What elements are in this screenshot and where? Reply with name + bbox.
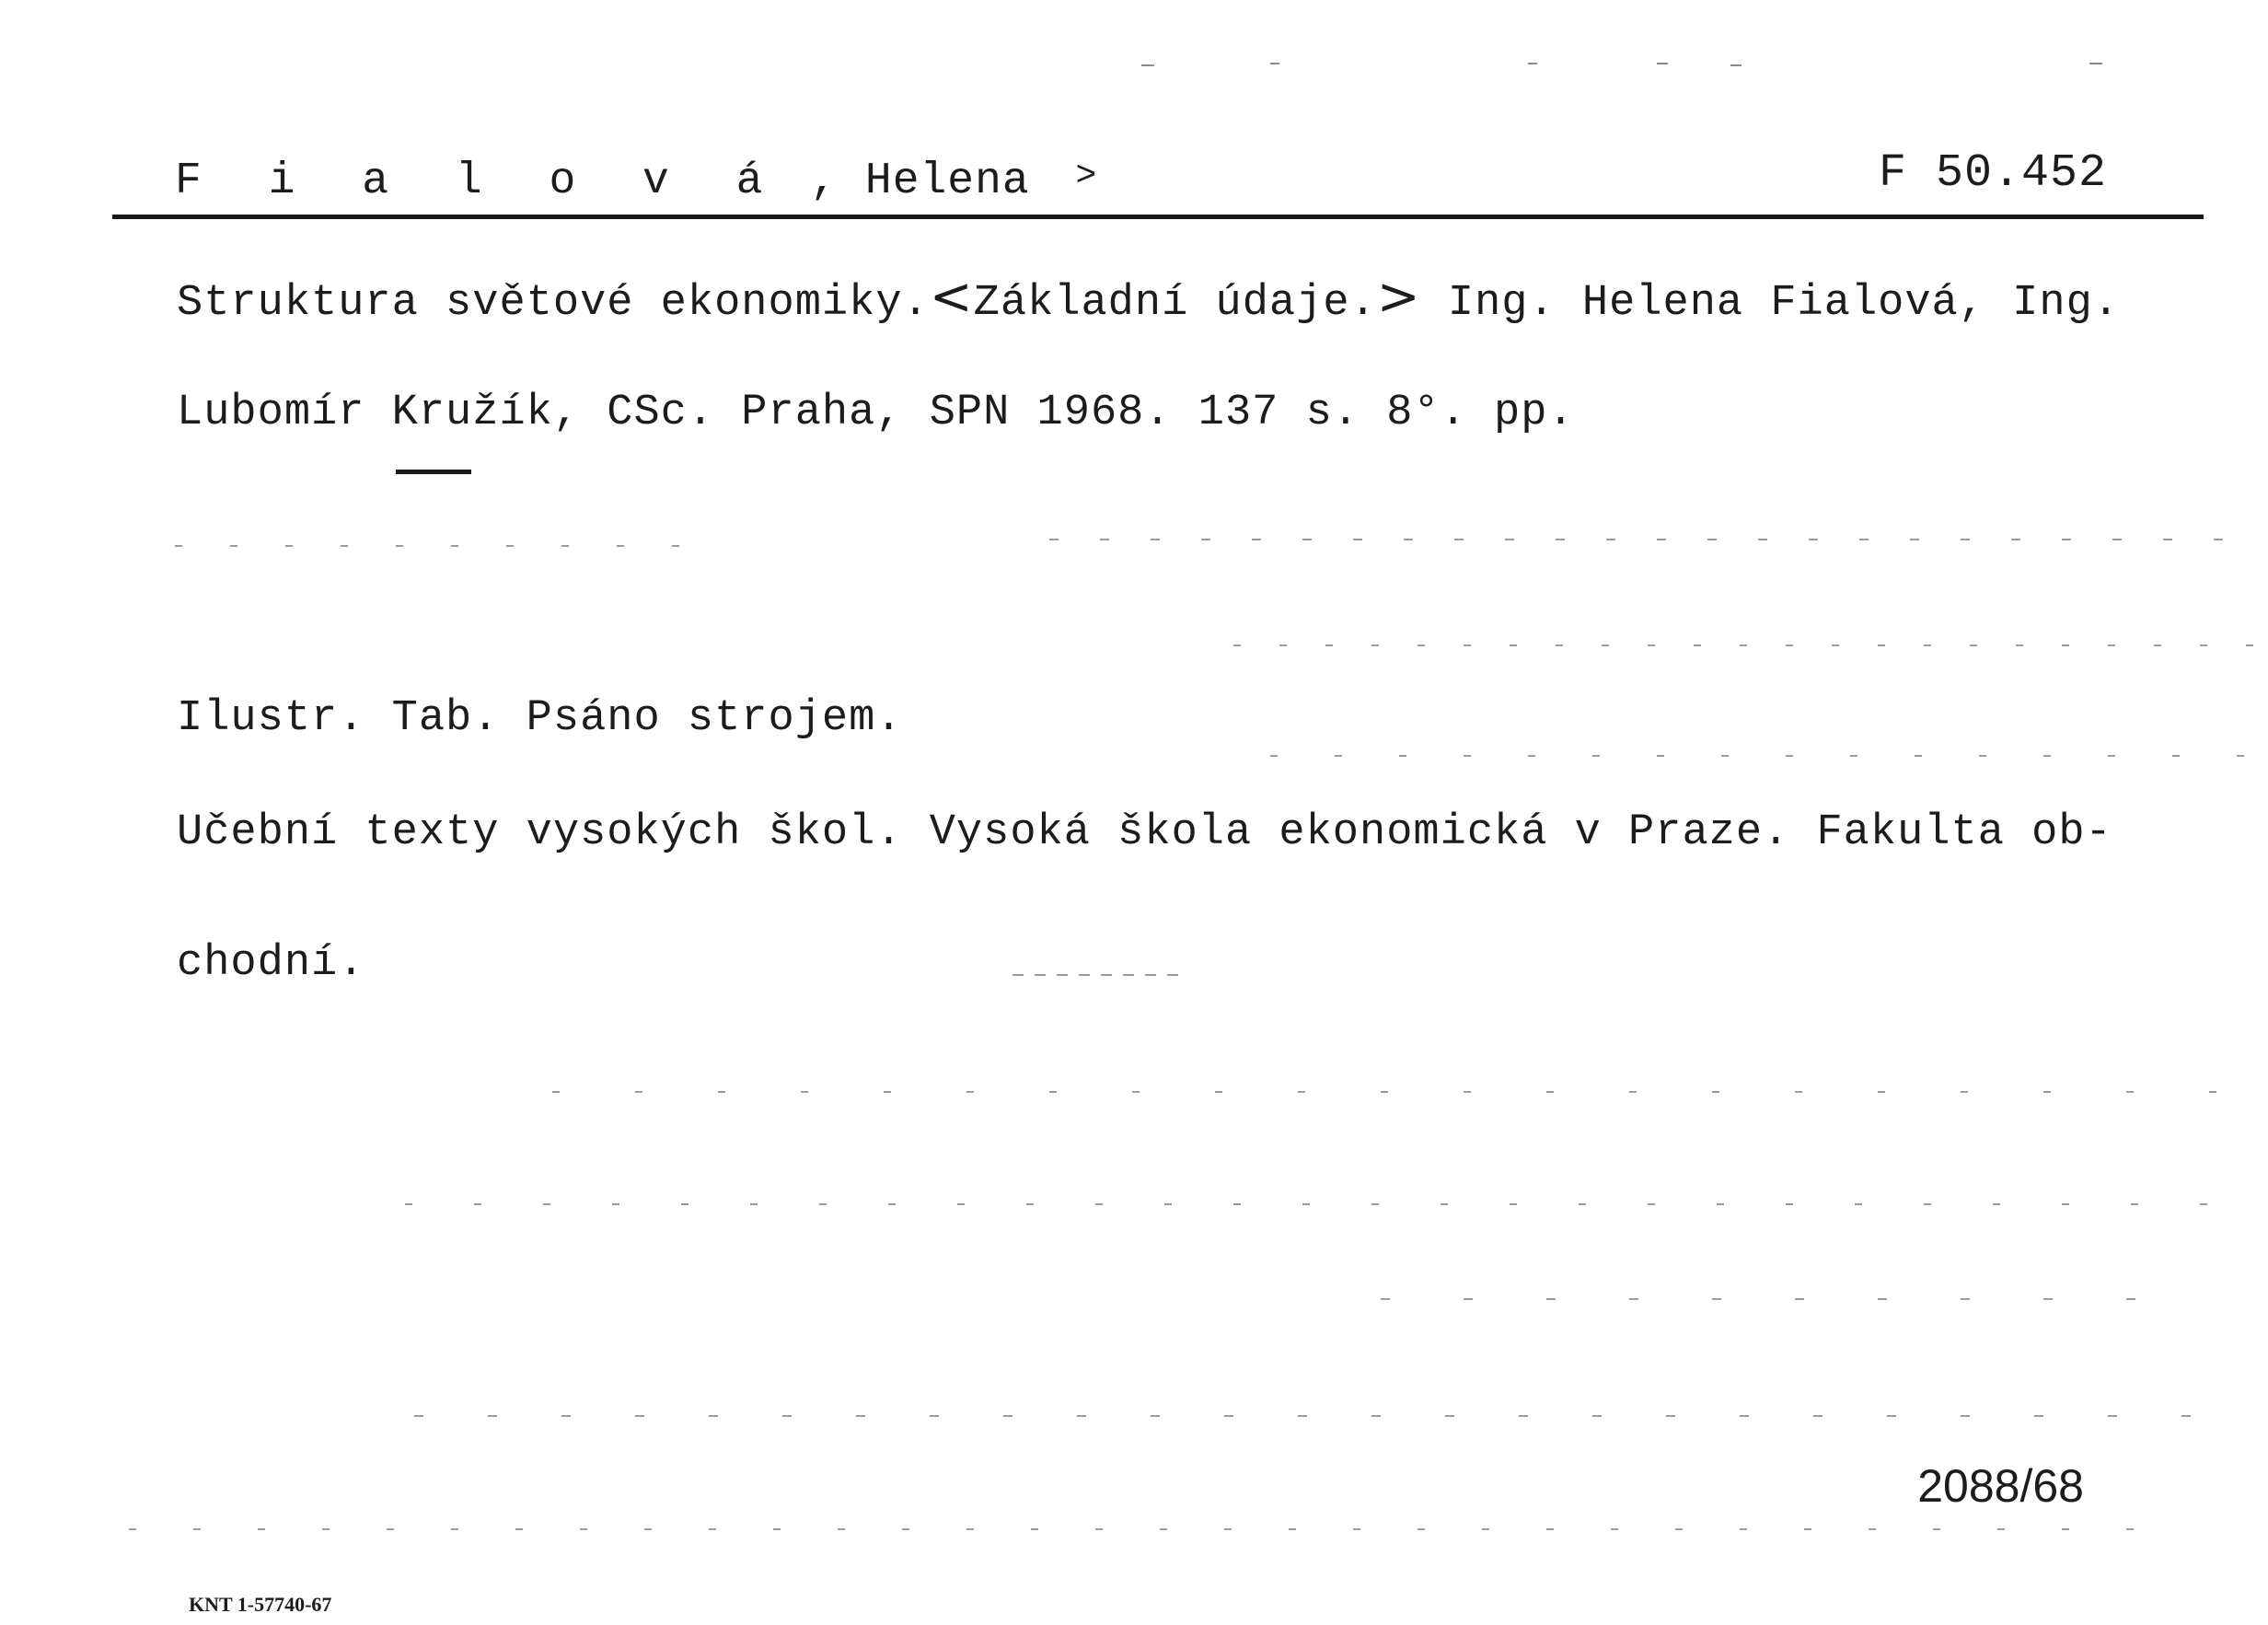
bracketed-note: Základní údaje. [973,279,1377,328]
scan-speck [1528,63,1537,64]
scan-speck [1381,1298,2209,1300]
scan-speck [1270,755,2246,757]
author-heading [175,157,1097,206]
scan-speck [2089,63,2102,64]
scan-speck [1233,644,2264,646]
handwritten-underline [396,470,471,474]
scan-speck [129,1528,2191,1530]
close-bracket-mark: > [1376,267,1421,327]
printer-code: KNT 1-57740-67 [189,1593,332,1616]
title-text: Struktura světové ekonomiky. [177,279,930,328]
scan-speck [1657,63,1668,64]
open-bracket-mark: < [929,267,974,327]
scan-speck [552,1091,2255,1093]
scan-speck [1049,539,2246,540]
title-line [177,267,2120,328]
scan-speck [1141,64,1154,66]
scan-speck [175,545,727,547]
author-given-name: , Helena [810,157,1030,206]
heading-rule [112,215,2204,219]
series-line-2: chodní. [177,939,365,988]
scan-speck [405,1203,2246,1205]
scan-speck [1730,64,1742,66]
scan-speck [414,1415,2246,1417]
author-annotation-mark: > [1075,157,1098,196]
responsibility-text: Ing. Helena Fialová, Ing. [1447,279,2120,328]
inventory-number: 2088/68 [1917,1460,2084,1512]
physical-note-line: Ilustr. Tab. Psáno strojem. [177,694,903,743]
imprint-line: Lubomír Kružík, CSc. Praha, SPN 1968. 137 s. 8°. pp. [177,389,1575,437]
scan-speck [1270,63,1279,64]
scan-speck [1012,974,1178,976]
shelf-mark: F 50.452 [1878,147,2107,200]
author-surname: F i a l o v á [175,157,783,206]
series-line-1: Učební texty vysokých škol. Vysoká škola ekonomická v Praze. Fakulta ob- [177,808,2112,857]
